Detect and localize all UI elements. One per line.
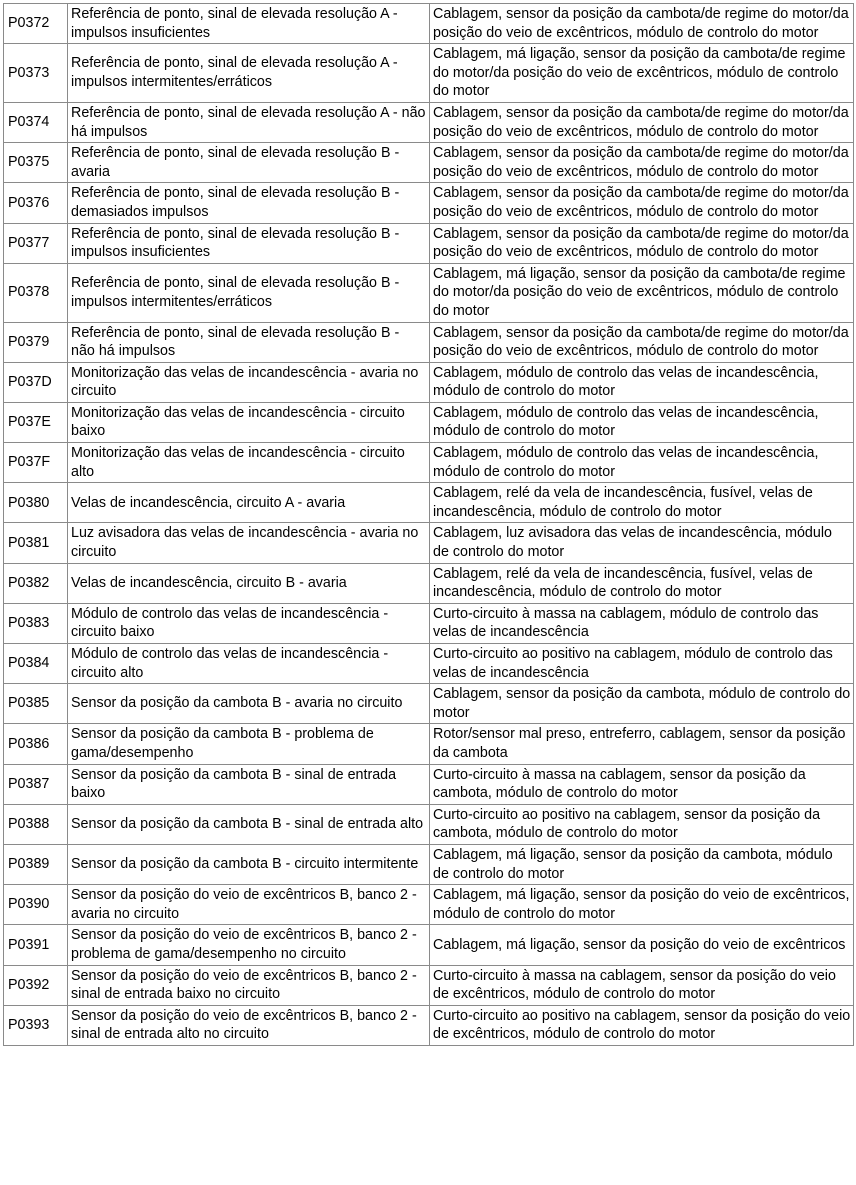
table-row	[4, 1005, 854, 1045]
fault-description-cell: Monitorização das velas de incandescência - avaria no circuito	[68, 362, 430, 402]
fault-description-cell: Módulo de controlo das velas de incandescência - circuito alto	[68, 644, 430, 684]
fault-description-cell: Referência de ponto, sinal de elevada resolução B - não há impulsos	[68, 322, 430, 362]
probable-cause-cell: Curto-circuito à massa na cablagem, sensor da posição do veio de excêntricos, módulo de controlo do motor	[430, 965, 854, 1005]
table-row	[4, 223, 854, 263]
probable-cause-cell: Cablagem, sensor da posição da cambota/de regime do motor/da posição do veio de excêntricos, módulo de controlo do motor	[430, 102, 854, 142]
fault-code-cell: P0383	[4, 603, 68, 643]
table-row	[4, 443, 854, 483]
fault-code-cell: P037E	[4, 402, 68, 442]
probable-cause-cell: Cablagem, relé da vela de incandescência, fusível, velas de incandescência, módulo de controlo do motor	[430, 483, 854, 523]
fault-description-cell: Referência de ponto, sinal de elevada resolução B - impulsos insuficientes	[68, 223, 430, 263]
probable-cause-cell: Cablagem, má ligação, sensor da posição da cambota, módulo de controlo do motor	[430, 844, 854, 884]
fault-code-cell: P0381	[4, 523, 68, 563]
fault-code-cell: P0372	[4, 4, 68, 44]
probable-cause-cell: Curto-circuito ao positivo na cablagem, módulo de controlo das velas de incandescência	[430, 644, 854, 684]
table-row	[4, 483, 854, 523]
probable-cause-cell: Cablagem, módulo de controlo das velas de incandescência, módulo de controlo do motor	[430, 402, 854, 442]
probable-cause-cell: Curto-circuito à massa na cablagem, sensor da posição da cambota, módulo de controlo do motor	[430, 764, 854, 804]
probable-cause-cell: Cablagem, sensor da posição da cambota/de regime do motor/da posição do veio de excêntricos, módulo de controlo do motor	[430, 4, 854, 44]
fault-description-cell: Velas de incandescência, circuito B - avaria	[68, 563, 430, 603]
table-row	[4, 102, 854, 142]
fault-code-cell: P037D	[4, 362, 68, 402]
fault-code-cell: P0377	[4, 223, 68, 263]
fault-description-cell: Sensor da posição da cambota B - sinal de entrada alto	[68, 804, 430, 844]
fault-description-cell: Referência de ponto, sinal de elevada resolução A - impulsos intermitentes/erráticos	[68, 44, 430, 103]
probable-cause-cell: Curto-circuito ao positivo na cablagem, sensor da posição do veio de excêntricos, módulo de controlo do motor	[430, 1005, 854, 1045]
probable-cause-cell: Cablagem, sensor da posição da cambota/de regime do motor/da posição do veio de excêntricos, módulo de controlo do motor	[430, 143, 854, 183]
fault-description-cell: Sensor da posição do veio de excêntricos B, banco 2 - avaria no circuito	[68, 885, 430, 925]
fault-code-cell: P037F	[4, 443, 68, 483]
fault-code-cell: P0373	[4, 44, 68, 103]
probable-cause-cell: Cablagem, luz avisadora das velas de incandescência, módulo de controlo do motor	[430, 523, 854, 563]
table-row	[4, 523, 854, 563]
fault-code-cell: P0390	[4, 885, 68, 925]
table-row	[4, 563, 854, 603]
probable-cause-cell: Cablagem, sensor da posição da cambota, módulo de controlo do motor	[430, 684, 854, 724]
fault-code-cell: P0388	[4, 804, 68, 844]
table-row	[4, 4, 854, 44]
fault-description-cell: Sensor da posição da cambota B - sinal de entrada baixo	[68, 764, 430, 804]
table-row	[4, 844, 854, 884]
fault-code-cell: P0391	[4, 925, 68, 965]
probable-cause-cell: Cablagem, módulo de controlo das velas de incandescência, módulo de controlo do motor	[430, 443, 854, 483]
table-row	[4, 402, 854, 442]
table-row	[4, 183, 854, 223]
table-row	[4, 925, 854, 965]
table-row	[4, 322, 854, 362]
fault-code-cell: P0380	[4, 483, 68, 523]
fault-description-cell: Luz avisadora das velas de incandescência - avaria no circuito	[68, 523, 430, 563]
fault-description-cell: Referência de ponto, sinal de elevada resolução B - demasiados impulsos	[68, 183, 430, 223]
probable-cause-cell: Curto-circuito à massa na cablagem, módulo de controlo das velas de incandescência	[430, 603, 854, 643]
fault-description-cell: Sensor da posição do veio de excêntricos B, banco 2 - problema de gama/desempenho no circuito	[68, 925, 430, 965]
table-row	[4, 724, 854, 764]
fault-code-cell: P0389	[4, 844, 68, 884]
table-row	[4, 143, 854, 183]
fault-code-cell: P0378	[4, 263, 68, 322]
fault-code-cell: P0376	[4, 183, 68, 223]
table-row	[4, 965, 854, 1005]
fault-code-cell: P0375	[4, 143, 68, 183]
fault-description-cell: Sensor da posição da cambota B - problema de gama/desempenho	[68, 724, 430, 764]
fault-description-cell: Referência de ponto, sinal de elevada resolução A - não há impulsos	[68, 102, 430, 142]
probable-cause-cell: Cablagem, má ligação, sensor da posição da cambota/de regime do motor/da posição do veio de excêntricos, módulo de controlo do motor	[430, 44, 854, 103]
table-row	[4, 603, 854, 643]
fault-code-cell: P0393	[4, 1005, 68, 1045]
fault-description-cell: Sensor da posição do veio de excêntricos B, banco 2 - sinal de entrada alto no circuito	[68, 1005, 430, 1045]
table-row	[4, 684, 854, 724]
table-row	[4, 44, 854, 103]
fault-code-cell: P0374	[4, 102, 68, 142]
fault-description-cell: Velas de incandescência, circuito A - avaria	[68, 483, 430, 523]
fault-description-cell: Monitorização das velas de incandescência - circuito baixo	[68, 402, 430, 442]
fault-description-cell: Sensor da posição da cambota B - avaria no circuito	[68, 684, 430, 724]
fault-description-cell: Sensor da posição do veio de excêntricos B, banco 2 - sinal de entrada baixo no circuito	[68, 965, 430, 1005]
table-row	[4, 644, 854, 684]
table-row	[4, 885, 854, 925]
fault-code-cell: P0379	[4, 322, 68, 362]
table-row	[4, 263, 854, 322]
probable-cause-cell: Cablagem, má ligação, sensor da posição do veio de excêntricos	[430, 925, 854, 965]
fault-description-cell: Módulo de controlo das velas de incandescência - circuito baixo	[68, 603, 430, 643]
fault-description-cell: Referência de ponto, sinal de elevada resolução B - avaria	[68, 143, 430, 183]
probable-cause-cell: Cablagem, sensor da posição da cambota/de regime do motor/da posição do veio de excêntricos, módulo de controlo do motor	[430, 183, 854, 223]
probable-cause-cell: Cablagem, relé da vela de incandescência, fusível, velas de incandescência, módulo de controlo do motor	[430, 563, 854, 603]
fault-code-cell: P0385	[4, 684, 68, 724]
probable-cause-cell: Cablagem, má ligação, sensor da posição do veio de excêntricos, módulo de controlo do motor	[430, 885, 854, 925]
fault-code-cell: P0382	[4, 563, 68, 603]
fault-code-cell: P0384	[4, 644, 68, 684]
probable-cause-cell: Cablagem, módulo de controlo das velas de incandescência, módulo de controlo do motor	[430, 362, 854, 402]
fault-description-cell: Monitorização das velas de incandescência - circuito alto	[68, 443, 430, 483]
probable-cause-cell: Cablagem, sensor da posição da cambota/de regime do motor/da posição do veio de excêntricos, módulo de controlo do motor	[430, 223, 854, 263]
probable-cause-cell: Curto-circuito ao positivo na cablagem, sensor da posição da cambota, módulo de controlo do motor	[430, 804, 854, 844]
table-row	[4, 764, 854, 804]
table-row	[4, 804, 854, 844]
table-row	[4, 362, 854, 402]
fault-code-table	[3, 3, 854, 1046]
fault-code-cell: P0392	[4, 965, 68, 1005]
fault-description-cell: Referência de ponto, sinal de elevada resolução A - impulsos insuficientes	[68, 4, 430, 44]
probable-cause-cell: Cablagem, sensor da posição da cambota/de regime do motor/da posição do veio de excêntricos, módulo de controlo do motor	[430, 322, 854, 362]
probable-cause-cell: Cablagem, má ligação, sensor da posição da cambota/de regime do motor/da posição do veio de excêntricos, módulo de controlo do motor	[430, 263, 854, 322]
fault-code-cell: P0386	[4, 724, 68, 764]
fault-code-table-body	[4, 4, 854, 1046]
probable-cause-cell: Rotor/sensor mal preso, entreferro, cablagem, sensor da posição da cambota	[430, 724, 854, 764]
fault-description-cell: Referência de ponto, sinal de elevada resolução B - impulsos intermitentes/erráticos	[68, 263, 430, 322]
fault-code-cell: P0387	[4, 764, 68, 804]
fault-description-cell: Sensor da posição da cambota B - circuito intermitente	[68, 844, 430, 884]
